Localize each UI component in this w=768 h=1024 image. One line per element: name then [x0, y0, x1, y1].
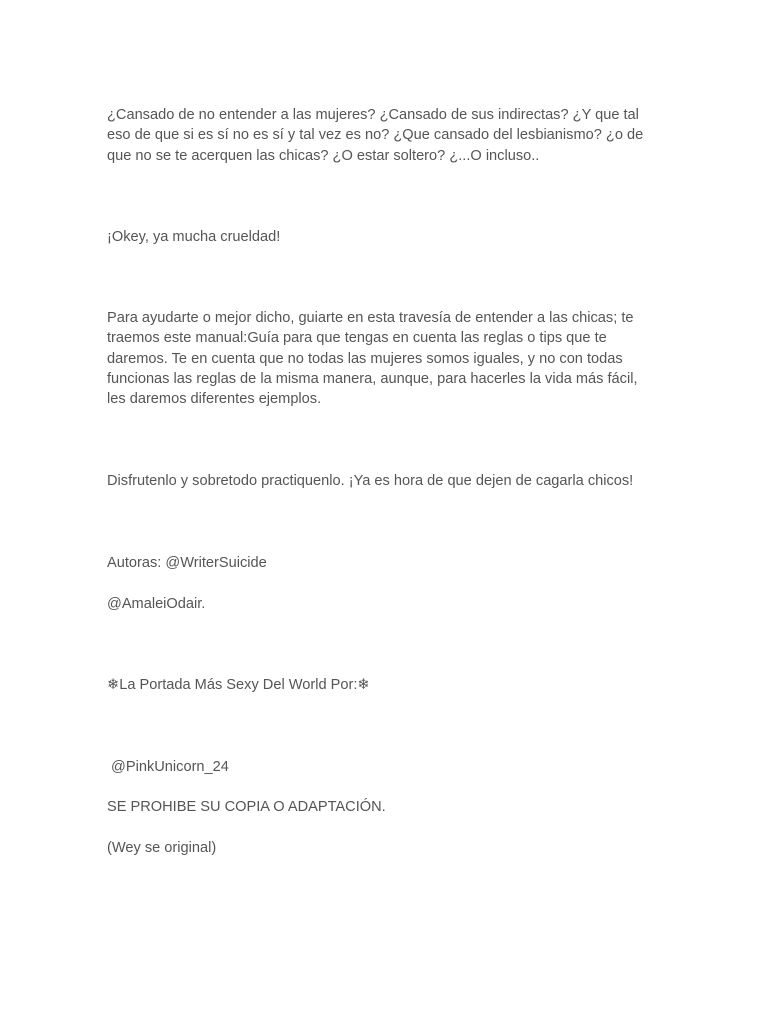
help-line: les daremos diferentes ejemplos.	[107, 391, 322, 408]
intro-line: eso de que si es sí no es sí y tal vez es no? ¿Que cansado del lesbianismo? ¿o de	[107, 127, 644, 144]
cover-credit-line: ❄La Portada Más Sexy Del World Por:❄	[107, 677, 370, 693]
coauthor-line: @AmaleiOdair.	[107, 596, 206, 612]
help-line: Para ayudarte o mejor dicho, guiarte en esta travesía de entender a las chicas; te	[107, 310, 634, 326]
note-paragraph	[107, 838, 667, 858]
cover-author-line: @PinkUnicorn_24	[107, 758, 229, 775]
help-line: daremos. Te en cuenta que no todas las mujeres somos iguales, y no con todas	[107, 350, 623, 367]
prohibition-paragraph	[107, 797, 667, 817]
enjoy-line: Disfrutenlo y sobretodo practiquenlo. ¡Ya es hora de que dejen de cagarla chicos!	[107, 473, 634, 489]
okey-paragraph	[107, 227, 667, 247]
okey-line: ¡Okey, ya mucha crueldad!	[107, 229, 281, 245]
coauthor-paragraph	[107, 594, 667, 614]
intro-paragraph	[107, 105, 667, 166]
help-line: funcionas las reglas de la misma manera, aunque, para hacerles la vida más fácil,	[107, 370, 638, 387]
intro-line: ¿Cansado de no entender a las mujeres? ¿Cansado de sus indirectas? ¿Y que tal	[107, 107, 639, 123]
help-line: traemos este manual:Guía para que tengas en cuenta las reglas o tips que te	[107, 330, 607, 347]
help-paragraph	[107, 308, 667, 409]
authors-line: Autoras: @WriterSuicide	[107, 555, 267, 571]
enjoy-paragraph	[107, 471, 667, 491]
note-line: (Wey se original)	[107, 840, 217, 856]
authors-paragraph	[107, 553, 667, 573]
cover-credit-paragraph	[107, 675, 667, 695]
prohibition-line: SE PROHIBE SU COPIA O ADAPTACIÓN.	[107, 799, 386, 815]
intro-line: que no se te acerquen las chicas? ¿O estar soltero? ¿...O incluso..	[107, 147, 540, 164]
